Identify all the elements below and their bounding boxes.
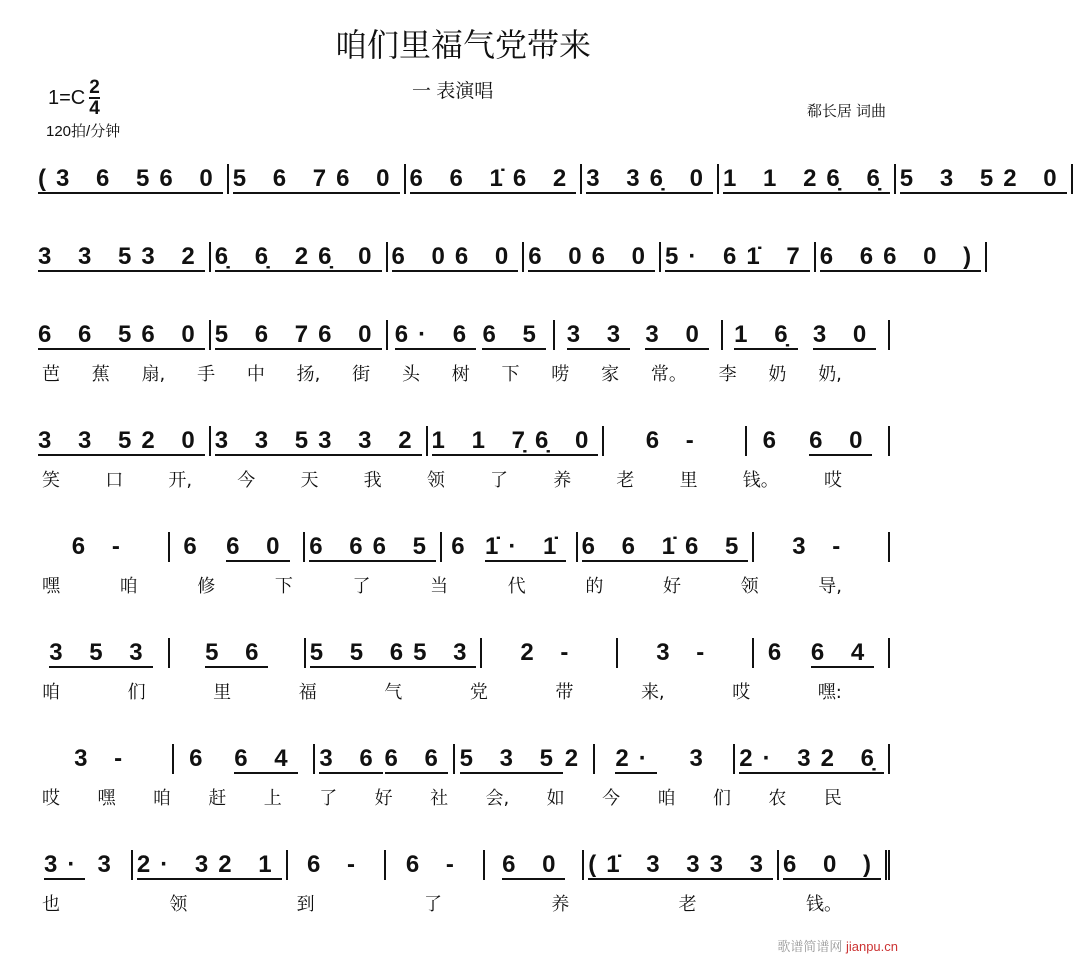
note-group: 6 0 [502,851,566,878]
lyric-syllable: 导, [818,576,842,597]
note-group: 6 6 [384,745,448,772]
lyric-syllable: 的 [585,576,604,597]
note-group: 5 6 [205,639,269,666]
note-group: 2· [615,745,657,772]
lyric-syllable: 唠 [551,364,570,385]
note-group: 6 6 1̇ [581,533,686,560]
note-group: 6 4 [234,745,298,772]
measure [174,744,314,774]
measure [747,426,890,456]
measure [524,242,661,272]
note-group: 6 2 [512,165,577,192]
note-group: 6 [762,427,787,454]
note-group: 6 - [645,427,704,454]
measure [388,320,555,350]
measure [723,320,890,350]
measure [779,850,890,880]
note-group: 6 0 [391,243,455,270]
staff-line [34,316,890,350]
lyrics-line [42,678,842,704]
staff-line [34,740,890,774]
note-group: 6̣ 0 [318,243,382,270]
measure [816,242,987,272]
note-group: 1̇ 7 [746,243,810,270]
note-group: 3 3 5 [214,427,319,454]
staff-line [34,238,982,272]
note-group: 3· [44,851,86,878]
note-group: 5 3 5 [459,745,564,772]
note-group: 6 6 5 [38,321,142,348]
watermark-domain: jianpu.cn [845,939,898,954]
lyric-syllable: 代 [507,576,526,597]
lyric-syllable: 领 [169,894,188,915]
note-group: 6 0 [141,321,205,348]
staff-line [34,846,890,880]
lyric-syllable: 哎 [42,788,60,809]
note-group: 6̣ 6̣ [826,165,890,192]
note-group: 1 1 2 [723,165,827,192]
measure [305,532,442,562]
measure [306,638,483,668]
note-group: 6 - [307,851,366,878]
note-group: 2· 3 [739,745,821,772]
note-group: 5 3 5 [899,165,1004,192]
lyric-syllable: 笑 [42,470,60,491]
lyric-syllable: 芭 [42,364,60,385]
note-group: 6 0 [336,165,400,192]
lyric-syllable: 好 [374,788,393,809]
lyric-syllable: 今 [237,470,256,491]
measure [555,320,722,350]
lyric-syllable: 开, [168,470,193,491]
note-group: 6 5 [685,533,749,560]
note-group: 6 0 ) [782,851,882,878]
lyric-syllable: 手 [197,364,216,385]
measure [428,426,605,456]
note-group: 6 6 [819,243,884,270]
lyric-syllable: 党 [469,682,488,703]
measure [406,164,583,194]
lyric-syllable: 老 [616,470,635,491]
lyric-syllable: 我 [363,470,382,491]
lyric-syllable: 到 [296,894,315,915]
measure [34,320,211,350]
note-group: 6̣ 6̣ 2 [214,243,319,270]
lyric-syllable: 李 [718,364,737,385]
measure [735,744,890,774]
note-group: 1 1 7̣ [431,427,535,454]
note-group: 3 5 3 [49,639,153,666]
lyric-syllable: 如 [546,788,565,809]
lyric-syllable: 今 [602,788,621,809]
note-group: 3 3 5 [38,427,142,454]
note-group: 6 0 [591,243,656,270]
measure [578,532,755,562]
lyric-syllable: 奶, [818,364,842,385]
note-group: 1̇· 1̇ [485,533,567,560]
lyric-syllable: 会, [485,788,510,809]
lyric-syllable: 下 [274,576,293,597]
note-group: 6 0 [226,533,290,560]
lyric-syllable: 气 [384,682,403,703]
lyric-syllable: 街 [352,364,371,385]
measure [584,850,779,880]
lyric-syllable: 钱。 [742,470,779,491]
staff-line [34,634,890,668]
note-group: 2 0 [1003,165,1067,192]
measure [170,532,306,562]
lyric-syllable: 修 [197,576,216,597]
note-group: 6 0 [454,243,519,270]
note-group: 1 6̣ [734,321,798,348]
lyric-syllable: 好 [663,576,681,597]
lyric-syllable: 农 [768,788,787,809]
note-group: 3 - [792,533,851,560]
lyric-syllable: 哎 [823,470,842,491]
staff-line [34,422,890,456]
measure [661,242,816,272]
lyrics-line [42,360,842,386]
lyric-syllable: 来, [640,682,665,703]
note-group: 3 3 5 [38,243,142,270]
lyric-syllable: 哎 [732,682,751,703]
staff-line [34,528,890,562]
measure [34,532,170,562]
watermark-text: 歌谱简谱网 [777,939,843,954]
lyric-syllable: 了 [352,576,371,597]
note-group: 3 3 [566,321,631,348]
lyric-syllable: 嘿: [817,682,842,703]
lyric-syllable: 里 [213,682,232,703]
note-group: 6 [767,639,792,666]
note-group: 2· 3 [136,851,219,878]
lyric-syllable: 家 [601,364,620,385]
lyric-syllable: 养 [551,894,570,915]
measure [133,850,288,880]
lyric-syllable: 树 [451,364,470,385]
lyric-syllable: 嘿 [42,576,60,597]
measure [170,638,306,668]
measure [34,850,133,880]
lyric-syllable: 当 [430,576,449,597]
lyric-syllable: 老 [678,894,697,915]
note-group: (3 6 5 [38,165,160,192]
note-group: 3 2 [141,243,205,270]
lyric-syllable: 中 [246,364,265,385]
lyric-syllable: 扇, [141,364,166,385]
lyric-syllable: 下 [501,364,520,385]
measure [34,426,211,456]
note-group: 6 [189,745,213,772]
tempo: 120拍/分钟 [46,123,121,140]
note-group: 3 - [74,745,133,772]
lyric-syllable: 里 [679,470,698,491]
lyric-syllable: 们 [127,682,146,703]
note-group: 6 - [71,533,130,560]
note-group: 6 0 [159,165,223,192]
song-title: 咱们里福气党带来 [334,26,591,64]
measure [719,164,896,194]
note-group: 3 [97,851,121,878]
measure [211,320,388,350]
lyric-syllable: 民 [823,788,842,809]
measure [229,164,406,194]
note-group: 3 0 [812,321,877,348]
measure [288,850,387,880]
watermark [777,936,898,955]
measure [386,850,485,880]
note-group: 6 4 [810,639,875,666]
lyric-syllable: 口 [105,470,124,491]
note-group: (1̇ 3 3 [588,851,710,878]
measure [485,850,584,880]
note-group: 3 - [656,639,715,666]
note-group: 6 0 ) [883,243,982,270]
lyric-syllable: 社 [430,788,449,809]
lyrics-line [42,890,842,916]
note-group: 6 6 [309,533,373,560]
lyric-syllable: 了 [423,894,442,915]
note-group: 5 5 6 [309,639,414,666]
measure [211,426,428,456]
measure [211,242,388,272]
note-group: 6 5 [482,321,546,348]
measure [582,164,719,194]
lyric-syllable: 领 [740,576,759,597]
lyrics-line [42,466,842,492]
lyric-syllable: 们 [712,788,731,809]
lyric-syllable: 咱 [42,682,60,703]
lyrics-line [42,572,842,598]
note-group: 2 [564,745,589,772]
note-group: 5 3 [413,639,477,666]
time-signature [89,78,100,118]
note-group: 3 6 [319,745,383,772]
note-group: 6 0 [809,427,873,454]
lyric-syllable: 赶 [208,788,227,809]
note-group: 6 5 [372,533,436,560]
measure [618,638,754,668]
note-group: 5 6 7 [214,321,319,348]
note-group: 3 3 [586,165,650,192]
note-group: 3 3 [709,851,773,878]
note-group: 5 6 7 [232,165,337,192]
note-group: 2 0 [141,427,205,454]
lyric-syllable: 咱 [152,788,171,809]
key-label: 1=C [48,86,86,109]
author: 郗长居 词曲 [806,103,886,120]
note-group: 3 [689,745,713,772]
measure [315,744,455,774]
note-group: 2 6̣ [820,745,884,772]
note-group: 6· 6 [394,321,477,348]
measure [595,744,735,774]
note-group: 6 0 [528,243,592,270]
measure [388,242,525,272]
note-group: 6̣ 0 [534,427,599,454]
note-group: 5· 6 [665,243,747,270]
note-group: 2 - [520,639,579,666]
lyric-syllable: 也 [42,894,60,915]
lyric-syllable: 领 [426,470,445,491]
measure [442,532,578,562]
lyric-syllable: 嘿 [97,788,116,809]
note-group: 2 1 [218,851,282,878]
staff-line [34,160,1067,194]
lyric-syllable: 奶 [768,364,787,385]
lyric-syllable: 常。 [650,364,687,385]
measure [604,426,747,456]
time-bottom: 4 [89,98,100,119]
note-group: 6̣ 0 [649,165,714,192]
note-group: 6 6 1̇ [409,165,513,192]
lyric-syllable: 钱。 [805,894,842,915]
lyric-syllable: 福 [298,682,317,703]
note-group: 6 [451,533,475,560]
key-signature [48,78,100,118]
lyric-syllable: 蕉 [91,364,110,385]
measure [34,242,211,272]
measure [34,744,174,774]
note-group: 3 0 [645,321,709,348]
lyrics-line [42,784,842,810]
measure [482,638,618,668]
measure [896,164,1073,194]
subtitle: 一 表演唱 [412,81,494,102]
lyric-syllable: 了 [319,788,338,809]
lyric-syllable: 头 [401,364,420,385]
note-group: 6 0 [318,321,382,348]
lyric-syllable: 天 [300,470,319,491]
note-group: 6 - [405,851,464,878]
time-top: 2 [89,77,100,98]
lyric-syllable: 带 [555,682,574,703]
measure [754,532,890,562]
measure [34,638,170,668]
lyric-syllable: 咱 [657,788,676,809]
lyric-syllable: 了 [490,470,509,491]
measure [455,744,595,774]
measure [34,164,229,194]
note-group: 3 3 2 [318,427,422,454]
measure [754,638,890,668]
lyric-syllable: 扬, [296,364,321,385]
lyric-syllable: 上 [263,788,282,809]
lyric-syllable: 咱 [119,576,138,597]
lyric-syllable: 养 [553,470,572,491]
note-group: 6 [183,533,207,560]
